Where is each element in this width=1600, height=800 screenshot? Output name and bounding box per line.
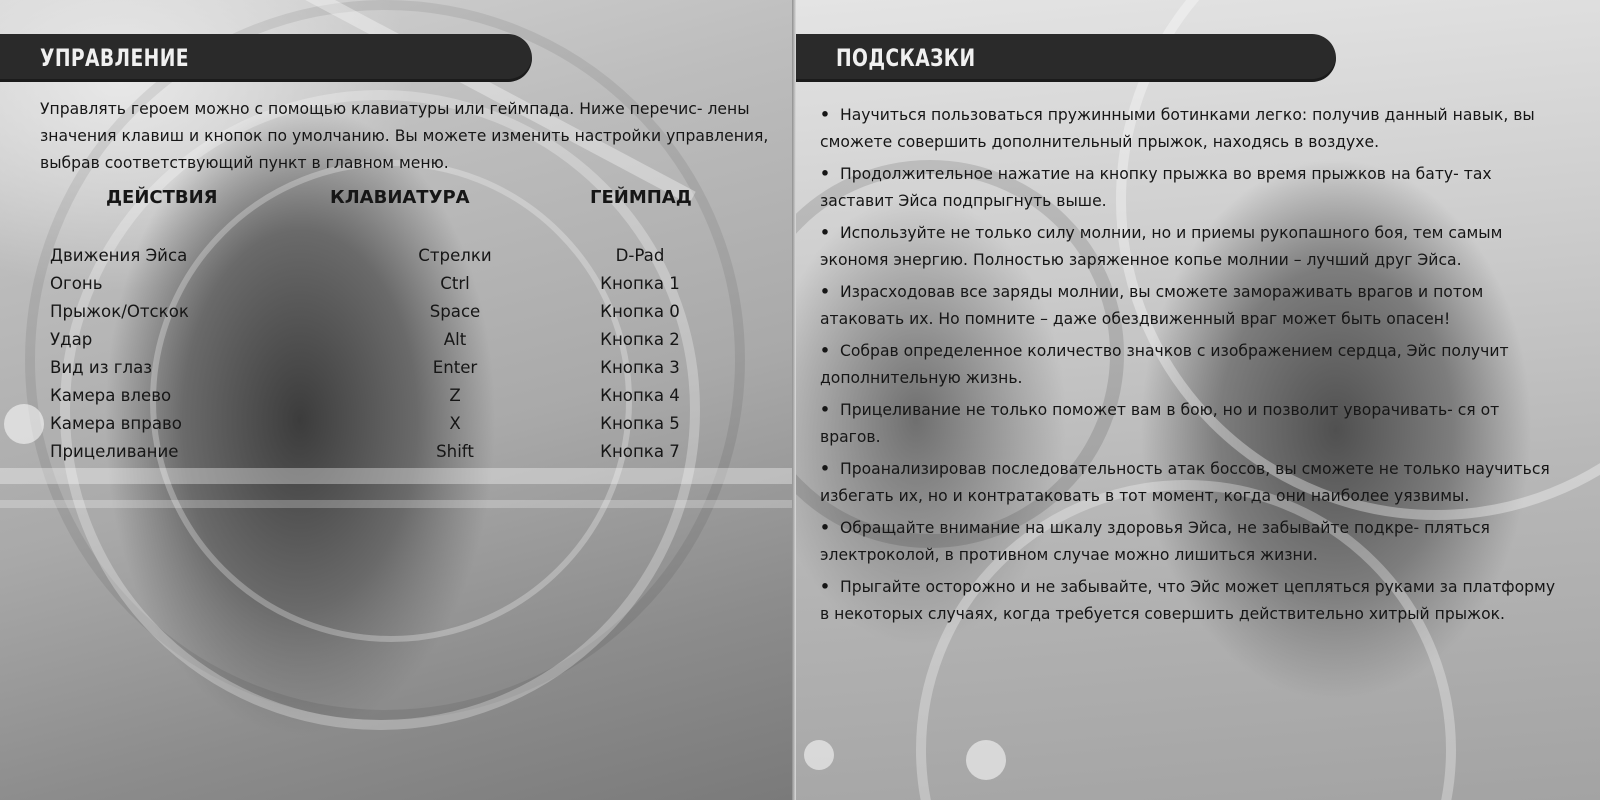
- keyboard-cell: Z: [449, 386, 461, 405]
- table-row: [50, 326, 750, 354]
- bullet-icon: •: [820, 519, 830, 537]
- bullet-icon: •: [820, 460, 830, 478]
- table-row: [50, 270, 750, 298]
- table-row: [50, 382, 750, 410]
- bullet-icon: •: [820, 401, 830, 419]
- tips-header-bar: [796, 34, 1336, 82]
- keyboard-cell: Alt: [443, 330, 467, 349]
- tips-title: ПОДСКАЗКИ: [836, 44, 976, 72]
- gamepad-cell: Кнопка 0: [600, 302, 680, 321]
- table-row: [50, 410, 750, 438]
- controls-title: УПРАВЛЕНИЕ: [40, 44, 189, 72]
- gamepad-cell: Кнопка 3: [600, 358, 680, 377]
- tips-list: [820, 102, 1560, 633]
- gamepad-cell: Кнопка 4: [600, 386, 680, 405]
- tip-text: Проанализировав последовательность атак боссов, вы сможете не только научиться избегать их, но и контратаковать в тот момент, когда они наиболее уязвимы.: [820, 460, 1550, 505]
- list-item: [820, 220, 1560, 274]
- action-cell: Движения Эйса: [50, 246, 188, 265]
- table-row: [50, 354, 750, 382]
- action-cell: Камера влево: [50, 386, 172, 405]
- keyboard-cell: Ctrl: [440, 274, 470, 293]
- table-row: [50, 242, 750, 270]
- action-cell: Прицеливание: [50, 442, 179, 461]
- tip-text: Используйте не только силу молнии, но и приемы рукопашного боя, тем самым экономя энергию. Полностью заряженное копье молнии – лучший друг Эйса.: [820, 224, 1503, 269]
- tip-text: Обращайте внимание на шкалу здоровья Эйса, не забывайте подкре- пляться электроколой, в противном случае можно лишиться жизни.: [820, 519, 1490, 564]
- keyboard-column-header: КЛАВИАТУРА: [330, 187, 470, 208]
- background-light: [966, 740, 1006, 780]
- action-cell: Камера вправо: [50, 414, 182, 433]
- keyboard-cell: X: [449, 414, 461, 433]
- keyboard-cell: Space: [429, 302, 481, 321]
- list-item: [820, 456, 1560, 510]
- list-item: [820, 574, 1560, 628]
- background-light: [804, 740, 834, 770]
- tip-text: Прыгайте осторожно и не забывайте, что Эйс может цепляться руками за платформу в некоторых случаях, когда требуется совершить действительно хитрый прыжок.: [820, 578, 1556, 623]
- bullet-icon: •: [820, 342, 830, 360]
- gamepad-cell: Кнопка 2: [600, 330, 680, 349]
- gamepad-column-header: ГЕЙМПАД: [590, 187, 692, 208]
- background-light: [4, 404, 44, 444]
- action-cell: Огонь: [50, 274, 103, 293]
- tip-text: Израсходовав все заряды молнии, вы сможете замораживать врагов и потом атаковать их. Но помните – даже обездвиженный враг может быть опасен!: [820, 283, 1484, 328]
- table-row: [50, 438, 750, 466]
- controls-header-bar: [0, 34, 532, 82]
- list-item: [820, 279, 1560, 333]
- action-cell: Удар: [50, 330, 93, 349]
- bullet-icon: •: [820, 106, 830, 124]
- tip-text: Научиться пользоваться пружинными ботинками легко: получив данный навык, вы сможете совершить дополнительный прыжок, находясь в воздухе.: [820, 106, 1535, 151]
- controls-intro: Управлять героем можно с помощью клавиатуры или геймпада. Ниже перечис- лены значения клавиш и кнопок по умолчанию. Вы можете изменить настройки управления, выбрав соответствующий пункт в главном меню.: [40, 100, 769, 172]
- list-item: [820, 338, 1560, 392]
- action-cell: Прыжок/Отскок: [50, 302, 189, 321]
- list-item: [820, 397, 1560, 451]
- actions-column-header: ДЕЙСТВИЯ: [106, 187, 218, 208]
- gamepad-cell: Кнопка 1: [600, 274, 680, 293]
- tip-text: Прицеливание не только поможет вам в бою, но и позволит уворачивать- ся от врагов.: [820, 401, 1500, 446]
- tips-page: [796, 0, 1600, 800]
- tip-text: Продолжительное нажатие на кнопку прыжка во время прыжков на бату- тах заставит Эйса подпрыгнуть выше.: [820, 165, 1492, 210]
- bullet-icon: •: [820, 165, 830, 183]
- background-stripe: [0, 468, 796, 484]
- bullet-icon: •: [820, 283, 830, 301]
- table-row: [50, 298, 750, 326]
- bullet-icon: •: [820, 224, 830, 242]
- background-stripe: [0, 500, 796, 508]
- list-item: [820, 515, 1560, 569]
- list-item: [820, 161, 1560, 215]
- gamepad-cell: Кнопка 7: [600, 442, 680, 461]
- keyboard-cell: Enter: [432, 358, 478, 377]
- controls-page: [0, 0, 796, 800]
- action-cell: Вид из глаз: [50, 358, 153, 377]
- bullet-icon: •: [820, 578, 830, 596]
- tip-text: Собрав определенное количество значков с изображением сердца, Эйс получит дополнительную жизнь.: [820, 342, 1509, 387]
- gamepad-cell: Кнопка 5: [600, 414, 680, 433]
- list-item: [820, 102, 1560, 156]
- controls-table: [50, 242, 750, 466]
- keyboard-cell: Shift: [436, 442, 474, 461]
- keyboard-cell: Стрелки: [418, 246, 492, 265]
- gamepad-cell: D-Pad: [615, 246, 665, 265]
